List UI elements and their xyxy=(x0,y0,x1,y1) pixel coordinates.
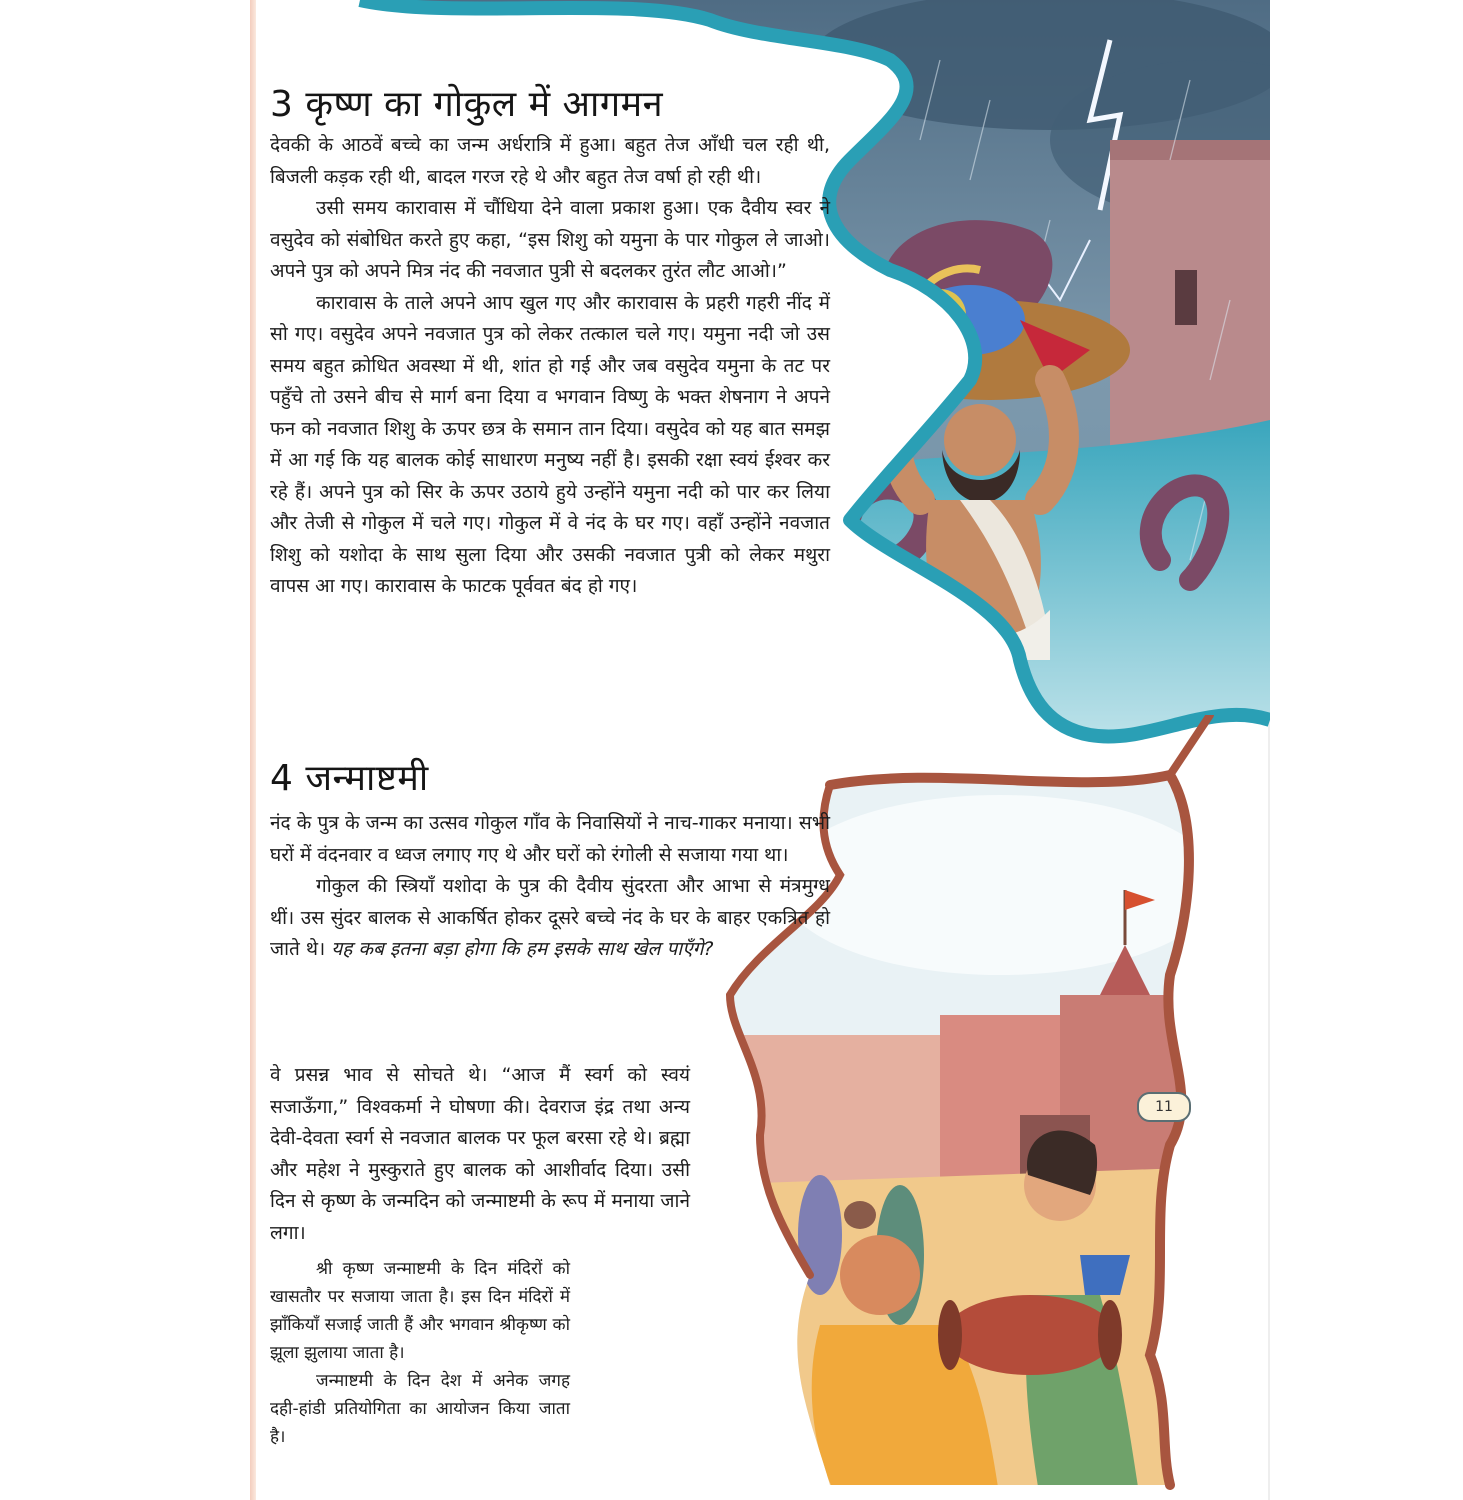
section-4-body-middle xyxy=(270,1060,690,1249)
section-4-children-thought: यह कब इतना बड़ा होगा कि हम इसके साथ खेल पाएँगे? xyxy=(331,938,714,960)
section-3-heading: 3 कृष्ण का गोकुल में आगमन xyxy=(270,84,664,125)
section-4-body-top xyxy=(270,808,830,966)
page-number: 11 xyxy=(1137,1092,1191,1122)
section-3-paragraph-2: उसी समय कारावास में चौंधिया देने वाला प्रकाश हुआ। एक दैवीय स्वर ने वसुदेव को संबोधित करते हुए कहा, “इस शिशु को यमुना के पार गोकुल ले जाओ। अपने पुत्र को अपने मित्र नंद की नवजात पुत्री से बदलकर तुरंत लौट आओ।” xyxy=(270,197,830,282)
page-spine-edge xyxy=(250,0,256,1500)
section-4-paragraph-5: जन्माष्टमी के दिन देश में अनेक जगह दही-हांडी प्रतियोगिता का आयोजन किया जाता है। xyxy=(270,1371,570,1447)
village-frame-swirl xyxy=(1170,715,1210,775)
section-3-paragraph-1: देवकी के आठवें बच्चे का जन्म अर्धरात्रि में हुआ। बहुत तेज आँधी चल रही थी, बिजली कड़क रही थी, बादल गरज रहे थे और बहुत तेज वर्षा हो रही थी। xyxy=(270,134,830,188)
section-3-body xyxy=(270,130,830,603)
section-4-paragraph-4: श्री कृष्ण जन्माष्टमी के दिन मंदिरों को खासतौर पर सजाया जाता है। इस दिन मंदिरों में झाँकियाँ सजाई जाती हैं और भगवान श्रीकृष्ण को झूला झुलाया जाता है। xyxy=(270,1259,570,1363)
section-4-heading: 4 जन्माष्टमी xyxy=(270,758,429,799)
section-3-paragraph-3: कारावास के ताले अपने आप खुल गए और कारावास के प्रहरी गहरी नींद में सो गए। वसुदेव अपने नवजात पुत्र को लेकर तत्काल चले गए। यमुना नदी जो उस समय बहुत क्रोधित अवस्था में थी, शांत हो गई और जब वसुदेव यमुना के तट पर पहुँचे तो उसने बीच से मार्ग बना दिया व भगवान विष्णु के भक्त शेषनाग ने अपने फन को नवजात शिशु के ऊपर छत्र के समान तान दिया। वसुदेव को यह बात समझ में आ गई कि यह बालक कोई साधारण मनुष्य नहीं है। इसकी रक्षा स्वयं ईश्वर कर रहे हैं। अपने पुत्र को सिर के ऊपर उठाये हुये उन्होंने यमुना नदी को पार कर लिया और तेजी से गोकुल में चले गए। गोकुल में वे नंद के घर गए। वहाँ उन्होंने नवजात शिशु को यशोदा के साथ सुला दिया और उसकी नवजात पुत्री को लेकर मथुरा वापस आ गए। कारावास के फाटक पूर्ववत बंद हो गए। xyxy=(270,291,830,597)
section-4-body-bottom xyxy=(270,1255,570,1451)
section-4-paragraph-2 xyxy=(270,871,830,966)
section-4-paragraph-3: वे प्रसन्न भाव से सोचते थे। “आज मैं स्वर्ग को स्वयं सजाऊँगा,” विश्वकर्मा ने घोषणा की। देवराज इंद्र तथा अन्य देवी-देवता स्वर्ग से नवजात बालक पर फूल बरसा रहे थे। ब्रह्मा और महेश ने मुस्कुराते हुए बालक को आशीर्वाद दिया। उसी दिन से कृष्ण के जन्मदिन को जन्माष्टमी के रूप में मनाया जाने लगा। xyxy=(270,1064,690,1244)
section-4-paragraph-2-text: गोकुल की स्त्रियाँ यशोदा के पुत्र की दैवीय सुंदरता और आभा से मंत्रमुग्ध थीं। उस सुंदर बालक से आकर्षित होकर दूसरे बच्चे नंद के घर के बाहर एकत्रित हो जाते थे। xyxy=(270,875,830,960)
section-4-paragraph-1: नंद के पुत्र के जन्म का उत्सव गोकुल गाँव के निवासियों ने नाच-गाकर मनाया। सभी घरों में वंदनवार व ध्वज लगाए गए थे और घरों को रंगोली से सजाया गया था। xyxy=(270,812,830,866)
